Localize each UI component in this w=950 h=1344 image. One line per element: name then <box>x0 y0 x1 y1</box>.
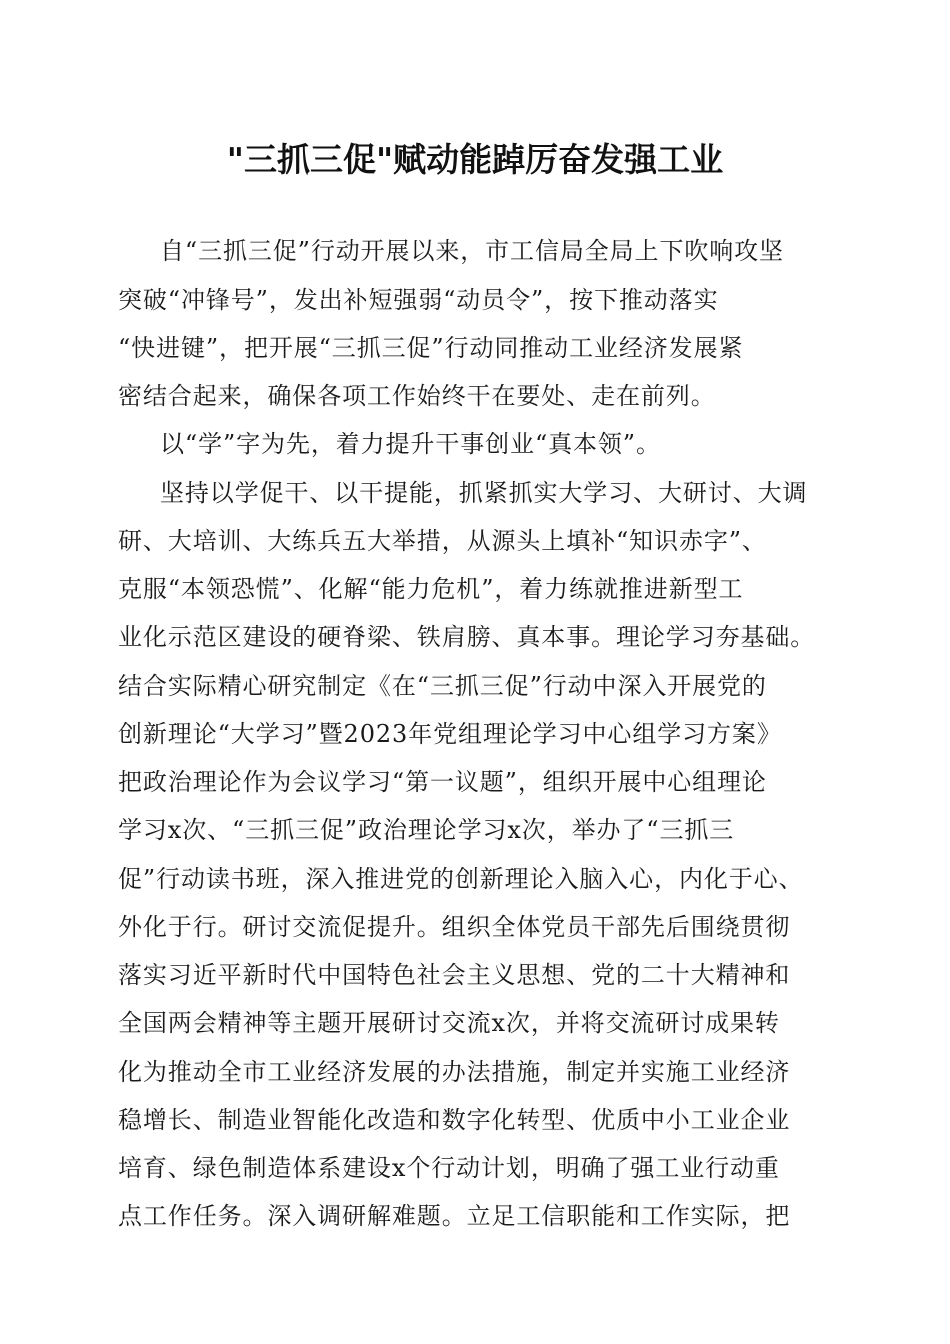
body-line: 坚持以学促干、以干提能，抓紧抓实大学习、大研讨、大调 <box>160 479 808 507</box>
body-line: 突破“冲锋号”，发出补短强弱“动员令”，按下推动落实 <box>118 286 719 314</box>
body-line: 外化于行。研讨交流促提升。组织全体党员干部先后围绕贯彻 <box>118 913 791 941</box>
body-line: 化为推动全市工业经济发展的办法措施，制定并实施工业经济 <box>118 1058 791 1086</box>
body-line: 自“三抓三促”行动开展以来，市工信局全局上下吹响攻坚 <box>160 237 784 265</box>
body-line: 把政治理论作为会议学习“第一议题”，组织开展中心组理论 <box>118 768 767 796</box>
body-line: 稳增长、制造业智能化改造和数字化转型、优质中小工业企业 <box>118 1106 791 1134</box>
body-line: 学习x次、“三抓三促”政治理论学习x次，举办了“三抓三 <box>118 816 735 844</box>
document-title: "三抓三促"赋动能踔厉奋发强工业 <box>226 140 724 179</box>
body-line: 结合实际精心研究制定《在“三抓三促”行动中深入开展党的 <box>118 672 767 700</box>
body-line: 落实习近平新时代中国特色社会主义思想、党的二十大精神和 <box>118 961 791 989</box>
body-line: 研、大培训、大练兵五大举措，从源头上填补“知识赤字”、 <box>118 527 767 555</box>
body-line: 全国两会精神等主题开展研讨交流x次，并将交流研讨成果转 <box>118 1009 780 1037</box>
body-line: “快进键”，把开展“三抓三促”行动同推动工业经济发展紧 <box>118 334 744 362</box>
body-line: 促”行动读书班，深入推进党的创新理论入脑入心，内化于心、 <box>118 865 804 893</box>
body-line: 培育、绿色制造体系建设x个行动计划，明确了强工业行动重 <box>118 1154 780 1182</box>
body-line: 创新理论“大学习”暨2023年党组理论学习中心组学习方案》 <box>118 720 782 748</box>
body-line: 业化示范区建设的硬脊梁、铁肩膀、真本事。理论学习夯基础。 <box>118 623 816 651</box>
body-line: 以“学”字为先，着力提升干事创业“真本领”。 <box>160 430 661 458</box>
body-line: 点工作任务。深入调研解难题。立足工信职能和工作实际，把 <box>118 1202 791 1230</box>
body-line: 密结合起来，确保各项工作始终干在要处、走在前列。 <box>118 382 716 410</box>
body-line: 克服“本领恐慌”、化解“能力危机”，着力练就推进新型工 <box>118 575 744 603</box>
